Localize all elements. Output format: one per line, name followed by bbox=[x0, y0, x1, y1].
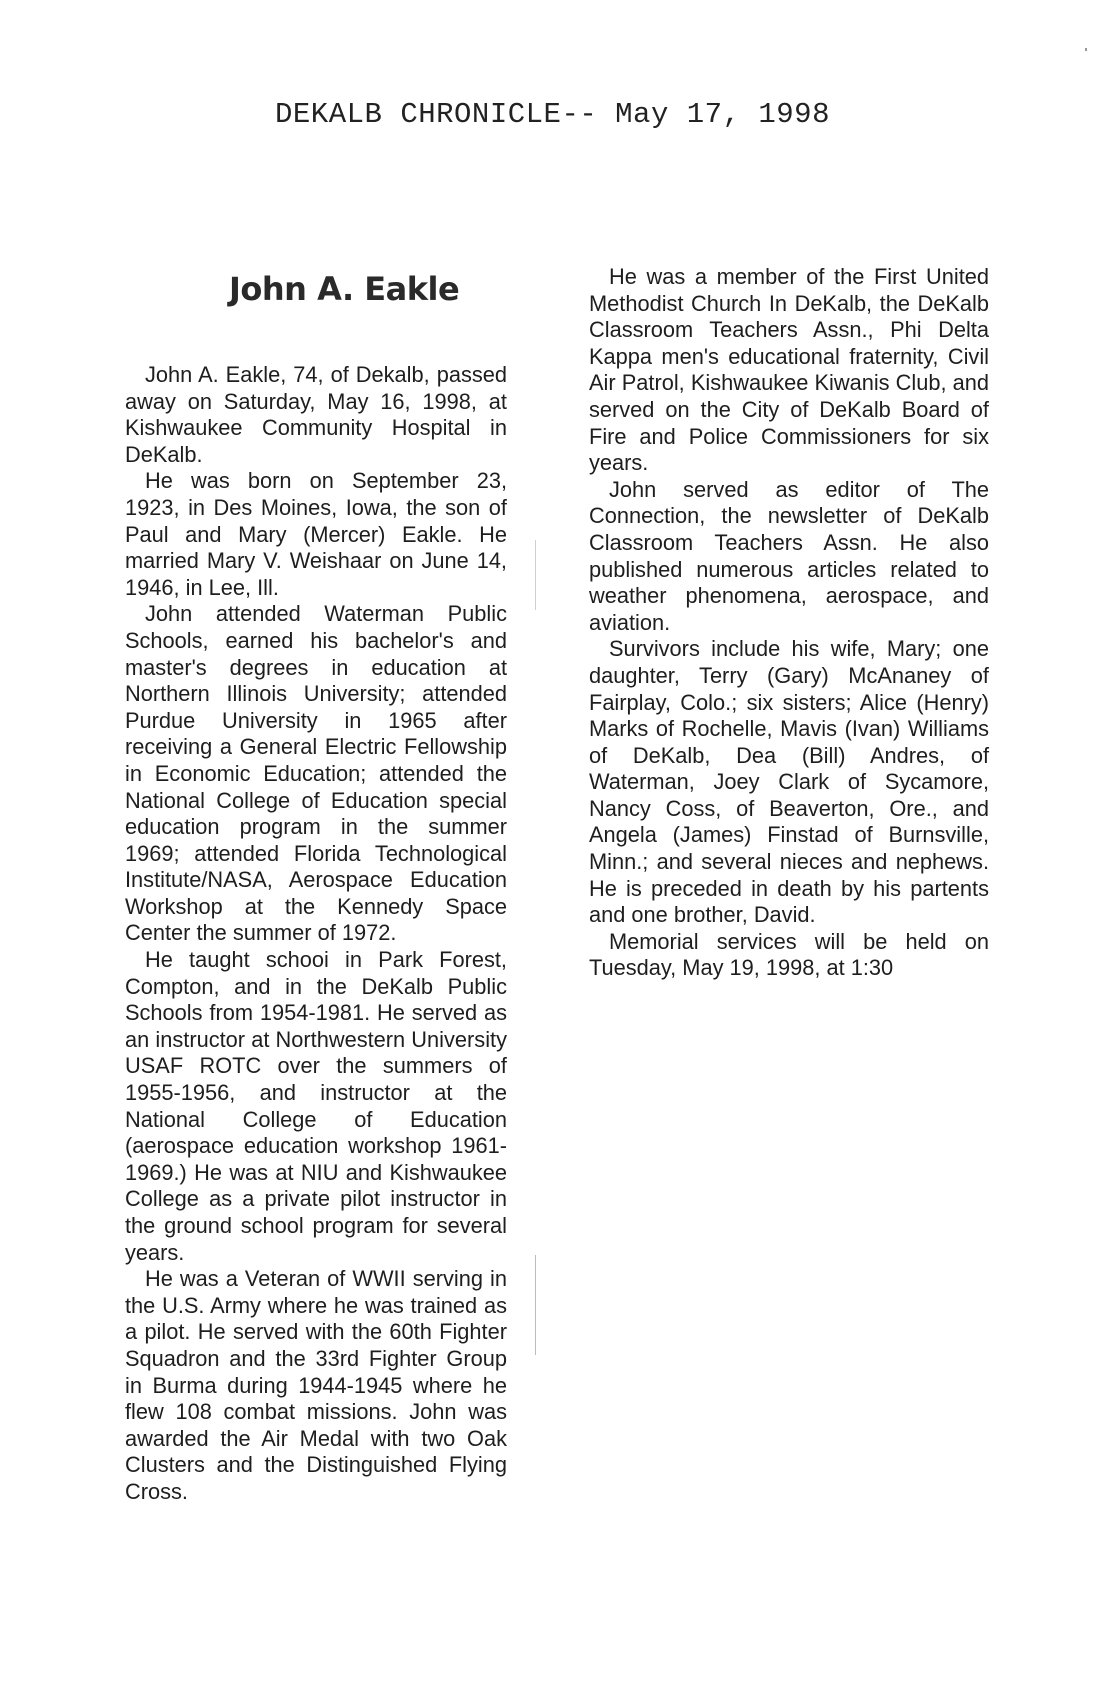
paragraph-memberships: He was a member of the First United Methodist Church In DeKalb, the DeKalb Classroom Teachers Assn., Phi Delta Kappa men's educational fraternity, Civil Air Patrol, Kishwaukee Kiwanis Club, and served on the City of DeKalb Board of Fire and Police Commissioners for six years. bbox=[589, 264, 989, 476]
right-column bbox=[589, 264, 989, 982]
paragraph-editorship: John served as editor of The Connection, the newsletter of DeKalb Classroom Teachers Assn. He also published numerous articles related to weather phenomena, aerospace, and aviation. bbox=[589, 476, 989, 635]
paragraph-survivors: Survivors include his wife, Mary; one daughter, Terry (Gary) McAnaney of Fairplay, Colo.; six sisters; Alice (Henry) Marks of Rochelle, Mavis (Ivan) Williams of DeKalb, Dea (Bill) Andres, of Waterman, Joey Clark of Sycamore, Nancy Coss, of Beaverton, Ore., and Angela (James) Finstad of Burnsville, Minn.; and several nieces and nephews. He is preceded in death by his partents and one brother, David. bbox=[589, 636, 989, 928]
paragraph-death-notice: John A. Eakle, 74, of Dekalb, passed away on Saturday, May 16, 1998, at Kishwaukee Community Hospital in DeKalb. bbox=[125, 362, 507, 467]
scan-speck bbox=[1085, 48, 1087, 51]
column-divider bbox=[535, 540, 536, 610]
paragraph-birth-marriage: He was born on September 23, 1923, in Des Moines, Iowa, the son of Paul and Mary (Mercer) Eakle. He married Mary V. Weishaar on June 14, 1946, in Lee, Ill. bbox=[125, 468, 507, 600]
paragraph-military-service: He was a Veteran of WWII serving in the U.S. Army where he was trained as a pilot. He served with the 60th Fighter Squadron and the 33rd Fighter Group in Burma during 1944-1945 where he flew 108 combat missions. John was awarded the Air Medal with two Oak Clusters and the Distinguished Flying Cross. bbox=[125, 1266, 507, 1504]
publication-header: DEKALB CHRONICLE-- May 17, 1998 bbox=[275, 98, 830, 131]
paragraph-career: He taught schooi in Park Forest, Compton, and in the DeKalb Public Schools from 1954-1981. He served as an instructor at Northwestern University USAF ROTC over the summers of 1955-1956, and instructor at the National College of Education (aerospace education workshop 1961-1969.) He was at NIU and Kishwaukee College as a private pilot instructor in the ground school program for several years. bbox=[125, 947, 507, 1265]
obituary-title: John A. Eakle bbox=[229, 270, 460, 308]
left-column bbox=[125, 362, 507, 1506]
paragraph-education: John attended Waterman Public Schools, earned his bachelor's and master's degrees in education at Northern Illinois University; attended Purdue University in 1965 after receiving a General Electric Fellowship in Economic Education; attended the National College of Education special education program in the summer 1969; attended Florida Technological Institute/NASA, Aerospace Education Workshop at the Kennedy Space Center the summer of 1972. bbox=[125, 601, 507, 946]
paragraph-memorial-services: Memorial services will be held on Tuesday, May 19, 1998, at 1:30 bbox=[589, 928, 989, 981]
column-divider bbox=[535, 1255, 536, 1355]
